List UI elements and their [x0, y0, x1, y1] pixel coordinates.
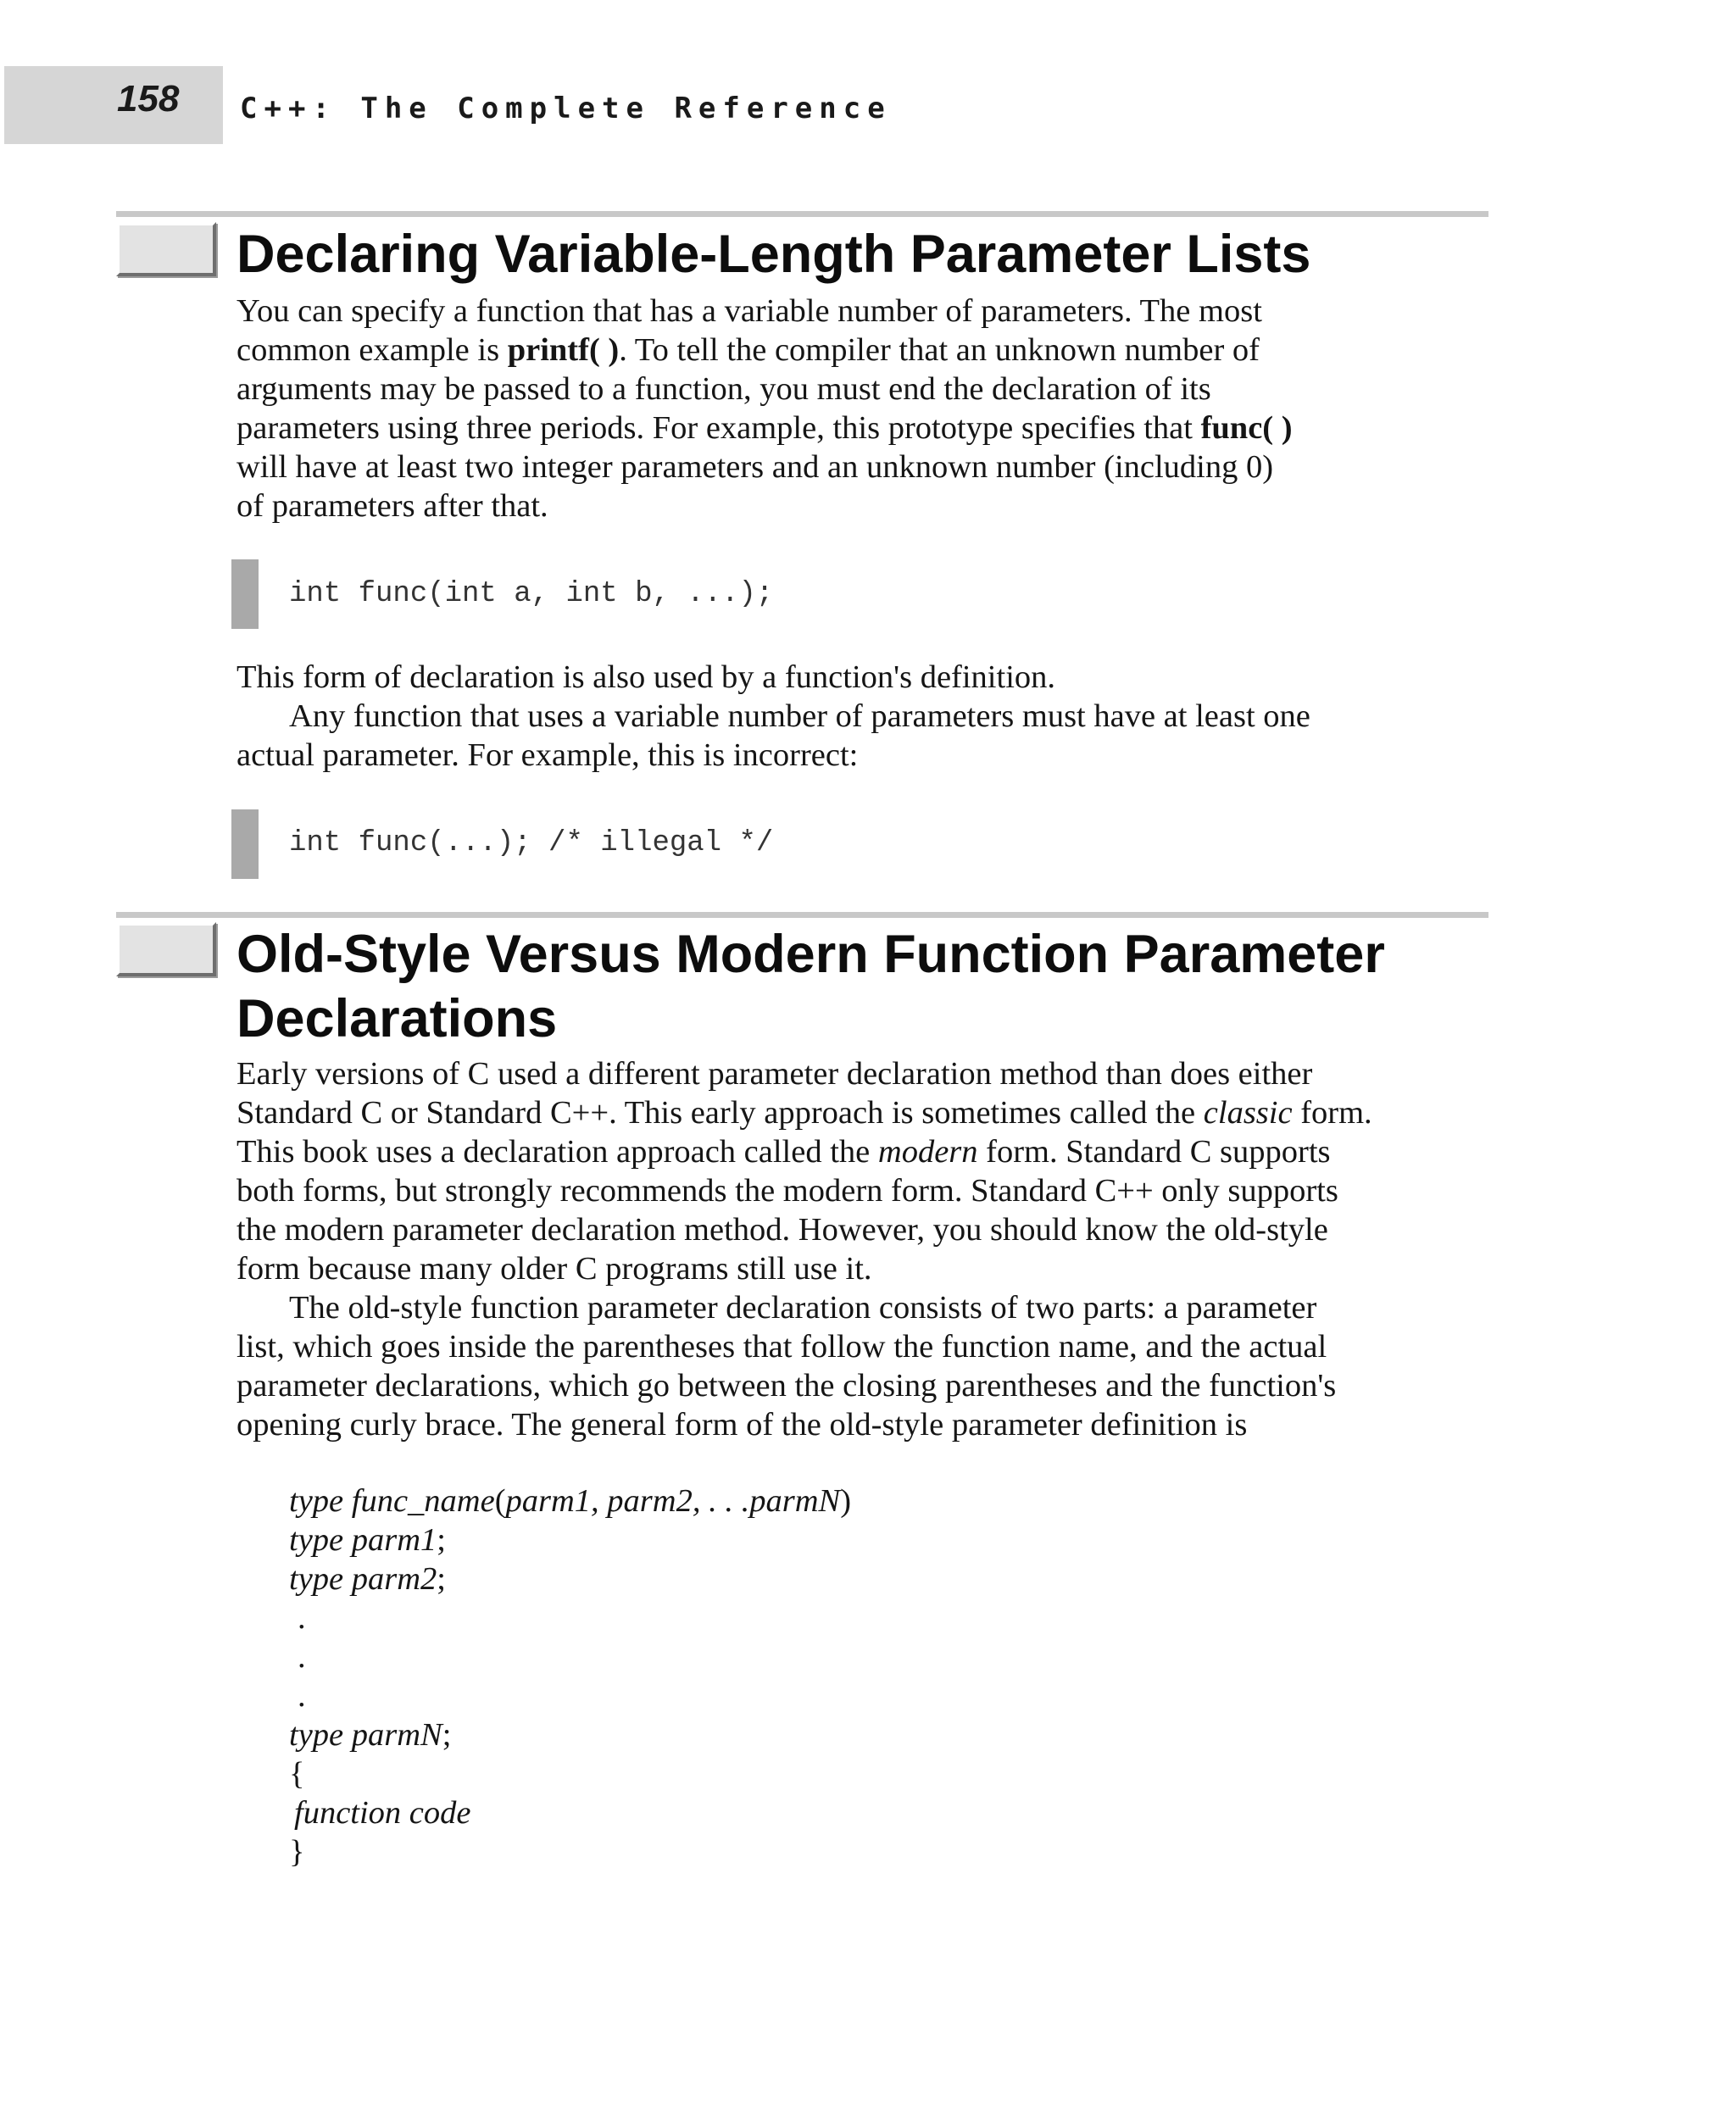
- code-block-bar: [231, 809, 259, 879]
- function-name: printf( ): [507, 332, 620, 368]
- section-heading: Declaring Variable-Length Parameter Lists: [236, 225, 1311, 284]
- template-line: [289, 1793, 1137, 1832]
- text-run: form. Standard C supports both forms, but strongly recommends the modern form. Standard C++ only supports the modern parameter declaration method. However, you should know the old-style form because many older C programs still use it.: [236, 1134, 1338, 1287]
- template-paren: (: [494, 1483, 506, 1519]
- template-line: [289, 1832, 1137, 1871]
- template-line: [289, 1637, 1137, 1676]
- paragraph: Any function that uses a variable number of parameters must have at least one actual parameter. For example, this is incorrect:: [236, 698, 1310, 773]
- template-line: [289, 1520, 1137, 1559]
- paragraph: The old-style function parameter declaration consists of two parts: a parameter list, which goes inside the parentheses that follow the function name, and the actual parameter declarations, which go between the closing parentheses and the function's opening curly brace. The general form of the old-style parameter definition is: [236, 1290, 1337, 1443]
- template-semicolon: ;: [437, 1522, 446, 1558]
- template-line: [289, 1754, 1137, 1793]
- text-run: form. This book uses a declaration approach called the: [236, 1095, 1372, 1170]
- text-run: will have at least two integer parameters and an unknown number (including 0) of parameters after that.: [236, 449, 1274, 524]
- paragraph: [236, 292, 1483, 525]
- template-decl: type parm2: [289, 1561, 437, 1597]
- template-body: function code: [294, 1795, 471, 1831]
- code-line: int func(int a, int b, ...);: [289, 578, 774, 610]
- template-open-brace: {: [289, 1756, 305, 1792]
- template-ellipsis-dot: .: [298, 1600, 306, 1636]
- page-number: 158: [117, 78, 180, 120]
- text-run: . To tell the compiler that an unknown number of arguments may be passed to a function, you must end the declaration of its parameters using three periods. For example, this prototype specifies that: [236, 332, 1260, 446]
- text-run: Early versions of C used a different parameter declaration method than does either Standard C or Standard C++. This early approach is sometimes called the: [236, 1056, 1313, 1131]
- template-semicolon: ;: [437, 1561, 446, 1597]
- template-ellipsis-dot: .: [298, 1639, 306, 1675]
- template-decl: type parm1: [289, 1522, 437, 1558]
- emphasis: modern: [877, 1134, 978, 1170]
- section-heading: Old-Style Versus Modern Function Parameter Declarations: [236, 925, 1385, 1048]
- template-close-brace: }: [289, 1834, 305, 1870]
- section-marker-box: [116, 922, 216, 976]
- text-run: You can specify a function that has a variable number of parameters. The most common example is: [236, 293, 1262, 368]
- emphasis: classic: [1203, 1095, 1293, 1131]
- running-title: C++: The Complete Reference: [240, 92, 892, 125]
- paragraph: This form of declaration is also used by a function's definition.: [236, 659, 1056, 695]
- template-params: parm1, parm2, . . .parmN: [505, 1483, 841, 1519]
- template-semicolon: ;: [442, 1717, 452, 1753]
- template-line: [289, 1559, 1137, 1598]
- template-paren: ): [840, 1483, 852, 1519]
- template-type: type func_name: [289, 1483, 495, 1519]
- section-marker-box: [116, 222, 216, 276]
- section-rule: [116, 211, 1488, 217]
- template-line: [289, 1715, 1137, 1754]
- template-line: [289, 1598, 1137, 1637]
- template-line: [289, 1482, 1137, 1520]
- function-name: func( ): [1200, 410, 1293, 446]
- template-ellipsis-dot: .: [298, 1678, 306, 1714]
- paragraph: [236, 1054, 1483, 1288]
- section-rule: [116, 912, 1488, 918]
- code-block-bar: [231, 559, 259, 629]
- template-decl: type parmN: [289, 1717, 442, 1753]
- template-line: [289, 1676, 1137, 1715]
- general-form-template: [289, 1482, 1137, 1871]
- code-line: int func(...); /* illegal */: [289, 827, 774, 859]
